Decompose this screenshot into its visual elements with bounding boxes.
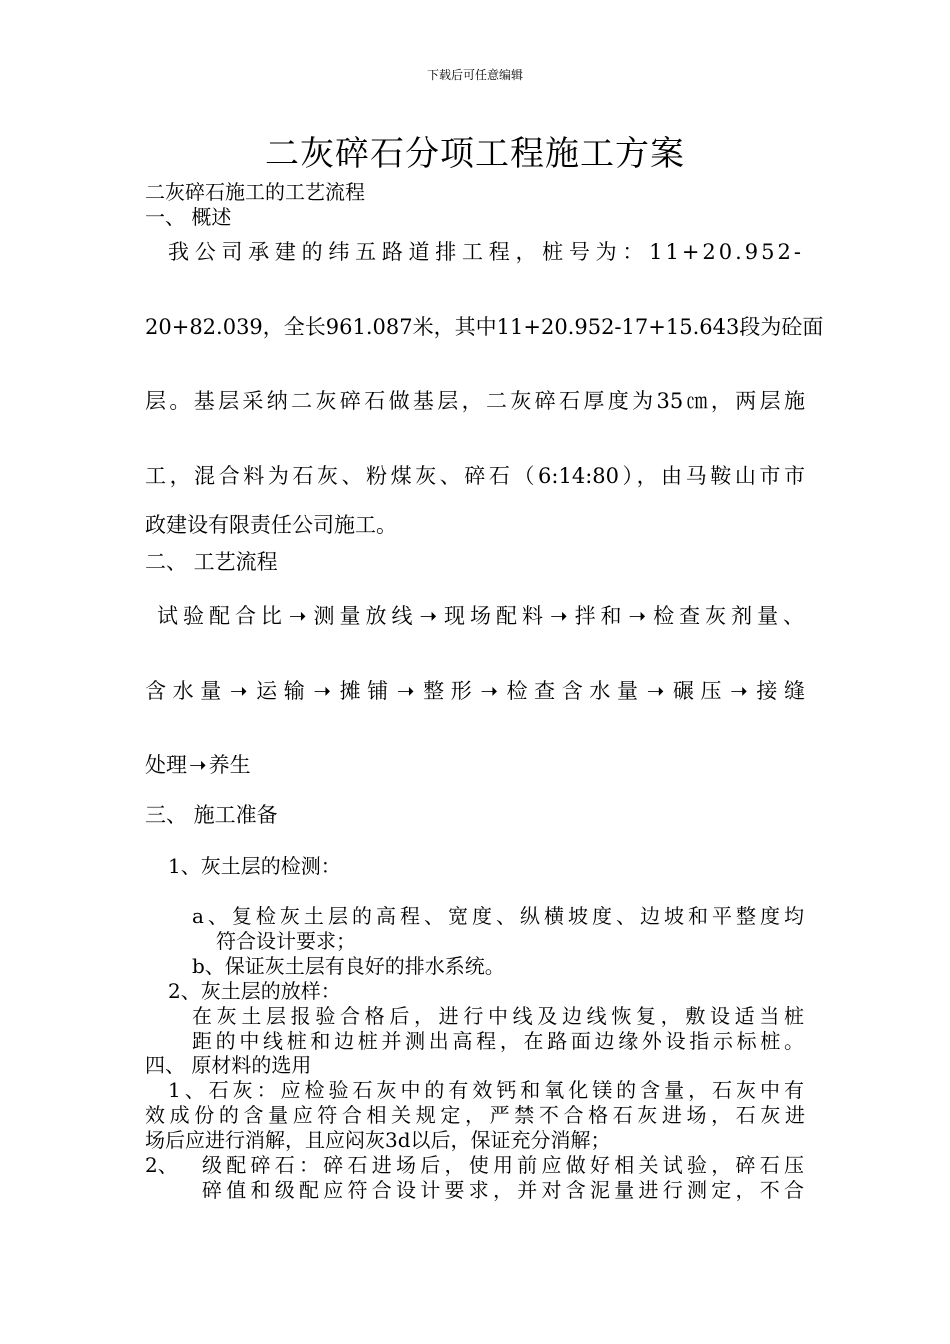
flow-step: 接缝 bbox=[749, 679, 806, 703]
flow-step: 现场配料 bbox=[439, 604, 548, 628]
section3-item-a-line1: a、复检灰土层的高程、宽度、纵横坡度、边坡和平整度均 bbox=[192, 904, 804, 928]
section2-heading: 二、 工艺流程 bbox=[145, 550, 278, 574]
arrow-right-icon: ➝ bbox=[189, 753, 207, 777]
section1-line-2: 20+82.039，全长961.087米，其中11+20.952-17+15.643段为砼面 bbox=[145, 315, 824, 339]
section3-item2-line1: 在灰土层报验合格后，进行中线及边线恢复，敷设适当桩 bbox=[192, 1004, 804, 1028]
arrow-right-icon: ➝ bbox=[313, 679, 331, 703]
section1-line-4: 工，混合料为石灰、粉煤灰、碎石（6:14:80），由马鞍山市市 bbox=[145, 464, 805, 488]
section4-item2-number: 2、 bbox=[145, 1153, 178, 1177]
page-header: 下载后可任意编辑 bbox=[426, 68, 523, 82]
flow-step: 含水量 bbox=[145, 679, 228, 703]
arrow-right-icon: ➝ bbox=[646, 679, 665, 703]
section3-item1: 1、灰土层的检测： bbox=[168, 854, 341, 878]
subtitle: 二灰碎石施工的工艺流程 bbox=[145, 180, 365, 204]
flow-step: 拌和 bbox=[569, 604, 627, 628]
section3-item-a-line2: 符合设计要求； bbox=[216, 929, 356, 953]
flow-step: 整形 bbox=[416, 679, 479, 703]
flow-step: 摊铺 bbox=[332, 679, 395, 703]
section4-heading: 四、 原材料的选用 bbox=[145, 1053, 312, 1077]
section4-item1-line2: 效成份的含量应符合相关规定，严禁不合格石灰进场，石灰进 bbox=[145, 1103, 805, 1127]
flow-row-1 bbox=[157, 600, 804, 630]
section1-line-5: 政建设有限责任公司施工。 bbox=[145, 513, 397, 537]
section3-item2: 2、灰土层的放样： bbox=[168, 979, 341, 1003]
arrow-right-icon: ➝ bbox=[730, 679, 748, 703]
flow-step: 检查含水量 bbox=[499, 679, 645, 703]
arrow-right-icon: ➝ bbox=[229, 679, 248, 703]
section4-item1-line3: 场后应进行消解，且应闷灰3d以后，保证充分消解； bbox=[145, 1128, 611, 1152]
flow-step: 处理 bbox=[145, 753, 187, 777]
arrow-right-icon: ➝ bbox=[628, 604, 647, 628]
arrow-right-icon: ➝ bbox=[396, 679, 415, 703]
section1-line-3: 层。基层采纳二灰碎石做基层，二灰碎石厚度为35㎝，两层施 bbox=[145, 389, 805, 413]
arrow-right-icon: ➝ bbox=[549, 604, 568, 628]
arrow-right-icon: ➝ bbox=[419, 604, 438, 628]
flow-step: 测量放线 bbox=[308, 604, 418, 628]
section3-heading: 三、 施工准备 bbox=[145, 803, 278, 827]
flow-step: 碾压 bbox=[666, 679, 729, 703]
document-title: 二灰碎石分项工程施工方案 bbox=[265, 134, 685, 174]
flow-step: 试验配合比 bbox=[157, 604, 287, 628]
section3-item-b: b、保证灰土层有良好的排水系统。 bbox=[192, 954, 505, 978]
flow-row-3 bbox=[145, 749, 251, 779]
flow-row-2 bbox=[145, 675, 805, 705]
section4-item2-line2: 碎值和级配应符合设计要求，并对含泥量进行测定，不合 bbox=[202, 1178, 804, 1202]
section3-item2-line2: 距的中线桩和边桩并测出高程，在路面边缘外设指示标桩。 bbox=[192, 1029, 804, 1053]
section1-heading: 一、 概述 bbox=[145, 205, 232, 229]
section1-line-1: 我公司承建的纬五路道排工程，桩号为：11+20.952- bbox=[168, 240, 804, 264]
flow-step: 检查灰剂量、 bbox=[648, 604, 805, 628]
section4-item2-line1: 级配碎石：碎石进场后，使用前应做好相关试验，碎石压 bbox=[202, 1153, 804, 1177]
flow-step: 运输 bbox=[249, 679, 312, 703]
section4-item1-line1: 1、石灰：应检验石灰中的有效钙和氧化镁的含量，石灰中有 bbox=[168, 1078, 804, 1102]
arrow-right-icon: ➝ bbox=[480, 679, 498, 703]
flow-step: 养生 bbox=[208, 753, 251, 777]
arrow-right-icon: ➝ bbox=[288, 604, 307, 628]
